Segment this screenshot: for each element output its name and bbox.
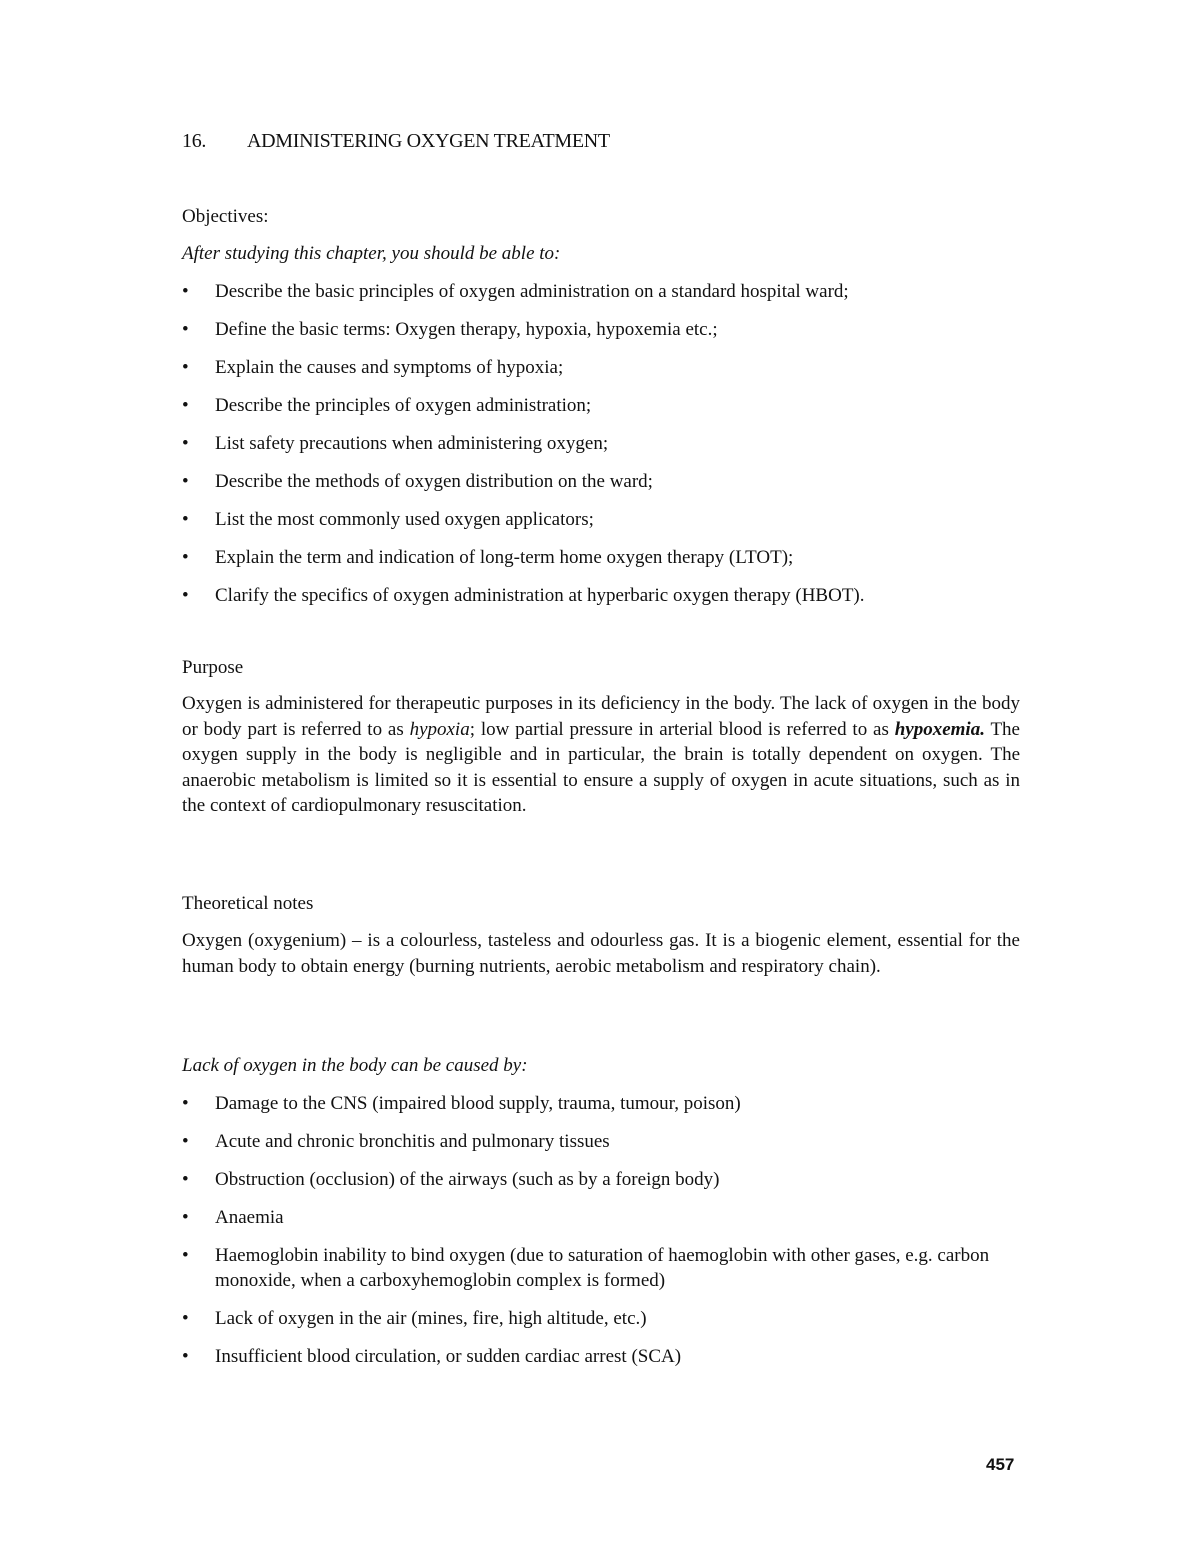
cause-item: • Haemoglobin inability to bind oxygen (due to saturation of haemoglobin with other gases, e.g. carbon monoxide, when a carboxyhemoglobin complex is formed) xyxy=(182,1243,1020,1293)
purpose-paragraph xyxy=(182,691,1020,819)
chapter-title-text: ADMINISTERING OXYGEN TREATMENT xyxy=(247,130,610,152)
term-hypoxia: hypoxia xyxy=(409,718,470,740)
objective-item: • Clarify the specifics of oxygen administration at hyperbaric oxygen therapy (HBOT). xyxy=(182,583,1020,621)
objective-item: • Describe the basic principles of oxygen administration on a standard hospital ward; xyxy=(182,279,1020,317)
purpose-text-2: ; low partial pressure in arterial blood is referred to as xyxy=(469,718,895,740)
page-number: 457 xyxy=(986,1455,1015,1474)
causes-list xyxy=(182,1091,1020,1369)
objective-item: • Explain the term and indication of long-term home oxygen therapy (LTOT); xyxy=(182,545,1020,583)
objectives-heading: Objectives: xyxy=(182,206,269,227)
cause-item: • Lack of oxygen in the air (mines, fire, high altitude, etc.) xyxy=(182,1306,1020,1331)
purpose-text-3: The oxygen supply in the body is negligible and in particular, the brain is totally dependent on oxygen. The anaerobic metabolism is limited so it is essential to ensure a supply of oxygen in acute situations, such as in the context of cardiopulmonary resuscitation. xyxy=(182,718,1020,816)
theory-heading: Theoretical notes xyxy=(182,893,314,914)
purpose-heading: Purpose xyxy=(182,657,244,678)
objectives-intro: After studying this chapter, you should be able to: xyxy=(182,243,561,264)
objective-item: • Describe the methods of oxygen distribution on the ward; xyxy=(182,469,1020,507)
theory-paragraph: Oxygen (oxygenium) – is a colourless, tasteless and odourless gas. It is a biogenic element, essential for the human body to obtain energy (burning nutrients, aerobic metabolism and respiratory chain). xyxy=(182,930,1020,977)
cause-item: • Obstruction (occlusion) of the airways (such as by a foreign body) xyxy=(182,1167,1020,1192)
objective-item: • Explain the causes and symptoms of hypoxia; xyxy=(182,355,1020,393)
objectives-list xyxy=(182,279,1020,621)
cause-item: • Acute and chronic bronchitis and pulmonary tissues xyxy=(182,1129,1020,1154)
cause-item: • Damage to the CNS (impaired blood supply, trauma, tumour, poison) xyxy=(182,1091,1020,1116)
purpose-text-1: Oxygen is administered for therapeutic purposes in its deficiency in the body. The lack of oxygen in the body or body part is referred to as xyxy=(182,693,1020,740)
objective-item: • List the most commonly used oxygen applicators; xyxy=(182,507,1020,545)
chapter-number: 16. xyxy=(182,130,207,152)
cause-item: • Insufficient blood circulation, or sudden cardiac arrest (SCA) xyxy=(182,1344,1020,1369)
objective-item: • Define the basic terms: Oxygen therapy, hypoxia, hypoxemia etc.; xyxy=(182,317,1020,355)
objective-item: • List safety precautions when administering oxygen; xyxy=(182,431,1020,469)
chapter-title xyxy=(182,130,610,153)
objective-item: • Describe the principles of oxygen administration; xyxy=(182,393,1020,431)
cause-item: • Anaemia xyxy=(182,1205,1020,1230)
causes-intro: Lack of oxygen in the body can be caused by: xyxy=(182,1055,528,1076)
term-hypoxemia: hypoxemia. xyxy=(894,718,985,740)
